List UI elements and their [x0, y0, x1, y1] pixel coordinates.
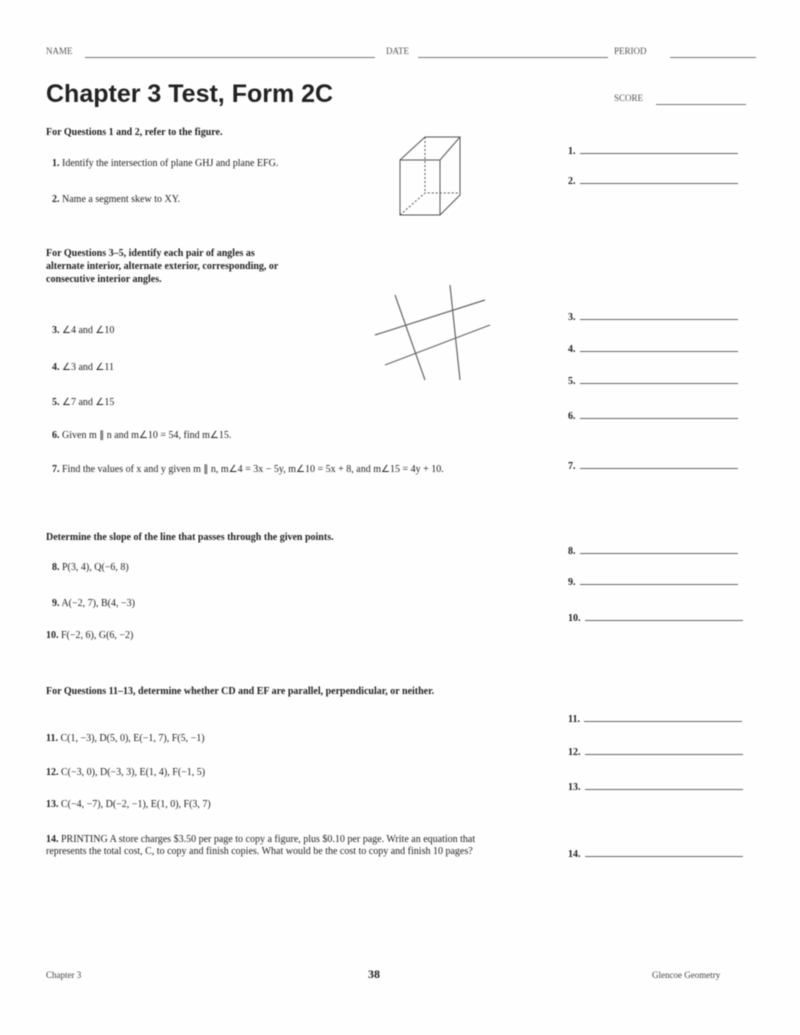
question-6 [52, 430, 231, 441]
question-text: Name a segment skew to XY. [62, 194, 181, 205]
question-10 [46, 630, 133, 641]
instruction: Determine the slope of the line that passes through the given points. [46, 532, 334, 543]
question-number: 3. [52, 325, 60, 336]
instruction: For Questions 1 and 2, refer to the figure. [46, 127, 223, 138]
answer-6[interactable] [568, 411, 738, 422]
period-label: PERIOD [614, 46, 647, 56]
answer-number: 2. [568, 176, 576, 187]
question-number: 10. [46, 630, 59, 641]
question-text: C(−4, −7), D(−2, −1), E(1, 0), F(3, 7) [61, 799, 211, 810]
question-text: Given m ∥ n and m∠10 = 54, find m∠15. [62, 430, 232, 441]
answer-11[interactable] [568, 714, 742, 725]
question-number: 8. [52, 562, 60, 573]
answer-3[interactable] [568, 312, 738, 323]
answer-number: 10. [568, 613, 581, 624]
answer-4[interactable] [568, 344, 738, 355]
date-field[interactable] [418, 57, 608, 58]
footer-chapter: Chapter 3 [46, 970, 82, 980]
answer-number: 14. [568, 849, 581, 860]
question-13 [46, 799, 211, 810]
answer-5[interactable] [568, 376, 738, 387]
answer-13[interactable] [568, 782, 743, 793]
question-number: 9. [52, 598, 60, 609]
question-text: PRINTING A store charges $3.50 per page to copy a figure, plus $0.10 per page. Write an equation that represents the total cost, C, to copy and finish copies. What would be the cost to copy and finish 10 pages? [46, 834, 476, 857]
question-14 [46, 834, 506, 858]
question-number: 1. [52, 158, 60, 169]
question-8 [52, 562, 129, 573]
answer-number: 13. [568, 782, 581, 793]
answer-line[interactable] [585, 856, 743, 857]
question-text: C(1, −3), D(5, 0), E(−1, 7), F(5, −1) [60, 733, 205, 744]
answer-14[interactable] [568, 849, 743, 860]
question-4 [52, 362, 114, 373]
answer-7[interactable] [568, 461, 738, 472]
answer-line[interactable] [585, 789, 743, 790]
question-9 [52, 598, 135, 609]
score-label: SCORE [614, 93, 644, 103]
name-field[interactable] [85, 57, 375, 58]
question-text: A(−2, 7), B(4, −3) [61, 598, 135, 609]
answer-number: 12. [568, 747, 581, 758]
answer-12[interactable] [568, 747, 743, 758]
answer-line[interactable] [580, 553, 738, 554]
period-field[interactable] [670, 57, 756, 58]
answer-number: 1. [568, 146, 576, 157]
answer-line[interactable] [585, 754, 743, 755]
question-text: C(−3, 0), D(−3, 3), E(1, 4), F(−1, 5) [61, 767, 206, 778]
answer-number: 7. [568, 461, 576, 472]
answer-number: 3. [568, 312, 576, 323]
answer-number: 9. [568, 577, 576, 588]
question-text: ∠4 and ∠10 [62, 325, 115, 336]
question-number: 7. [52, 464, 60, 475]
question-text: Find the values of x and y given m ∥ n, m∠4 = 3x − 5y, m∠10 = 5x + 8, and m∠15 = 4y + 10. [62, 464, 444, 475]
answer-line[interactable] [580, 468, 738, 469]
question-number: 12. [46, 767, 59, 778]
answer-9[interactable] [568, 577, 738, 588]
question-text: ∠7 and ∠15 [62, 397, 115, 408]
question-2 [52, 194, 180, 205]
question-7 [52, 464, 512, 475]
answer-number: 8. [568, 546, 576, 557]
answer-line[interactable] [580, 319, 738, 320]
question-text: P(3, 4), Q(−6, 8) [62, 562, 129, 573]
answer-number: 11. [568, 714, 580, 725]
answer-line[interactable] [580, 351, 738, 352]
question-number: 2. [52, 194, 60, 205]
transversal-figure [365, 280, 500, 390]
question-number: 13. [46, 799, 59, 810]
answer-line[interactable] [580, 418, 738, 419]
answer-number: 4. [568, 344, 576, 355]
question-5 [52, 397, 114, 408]
question-1 [52, 158, 278, 169]
question-number: 4. [52, 362, 60, 373]
date-label: DATE [386, 46, 409, 56]
question-number: 14. [46, 834, 59, 845]
question-text: ∠3 and ∠11 [62, 362, 114, 373]
answer-number: 6. [568, 411, 576, 422]
prism-figure [385, 125, 480, 220]
question-12 [46, 767, 205, 778]
footer-publisher: Glencoe Geometry [652, 970, 721, 980]
question-number: 11. [46, 733, 58, 744]
answer-10[interactable] [568, 613, 743, 624]
answer-line[interactable] [585, 620, 743, 621]
answer-line[interactable] [580, 183, 738, 184]
instruction: For Questions 11–13, determine whether CD and EF are parallel, perpendicular, or neither. [46, 686, 435, 697]
question-3 [52, 325, 114, 336]
answer-1[interactable] [568, 146, 738, 157]
question-text: Identify the intersection of plane GHJ and plane EFG. [62, 158, 279, 169]
page-title: Chapter 3 Test, Form 2C [46, 80, 334, 108]
answer-2[interactable] [568, 176, 738, 187]
instruction: For Questions 3–5, identify each pair of angles as alternate interior, alternate exterior, corresponding, or consecutive interior angles. [46, 248, 279, 285]
question-11 [46, 733, 205, 744]
question-text: F(−2, 6), G(6, −2) [61, 630, 134, 641]
answer-8[interactable] [568, 546, 738, 557]
answer-line[interactable] [580, 584, 738, 585]
question-number: 6. [52, 430, 60, 441]
page-number: 38 [368, 967, 380, 981]
answer-line[interactable] [580, 153, 738, 154]
question-number: 5. [52, 397, 60, 408]
answer-number: 5. [568, 376, 576, 387]
score-field[interactable] [656, 104, 746, 105]
answer-line[interactable] [580, 383, 738, 384]
answer-line[interactable] [584, 721, 742, 722]
name-label: NAME [46, 46, 73, 56]
